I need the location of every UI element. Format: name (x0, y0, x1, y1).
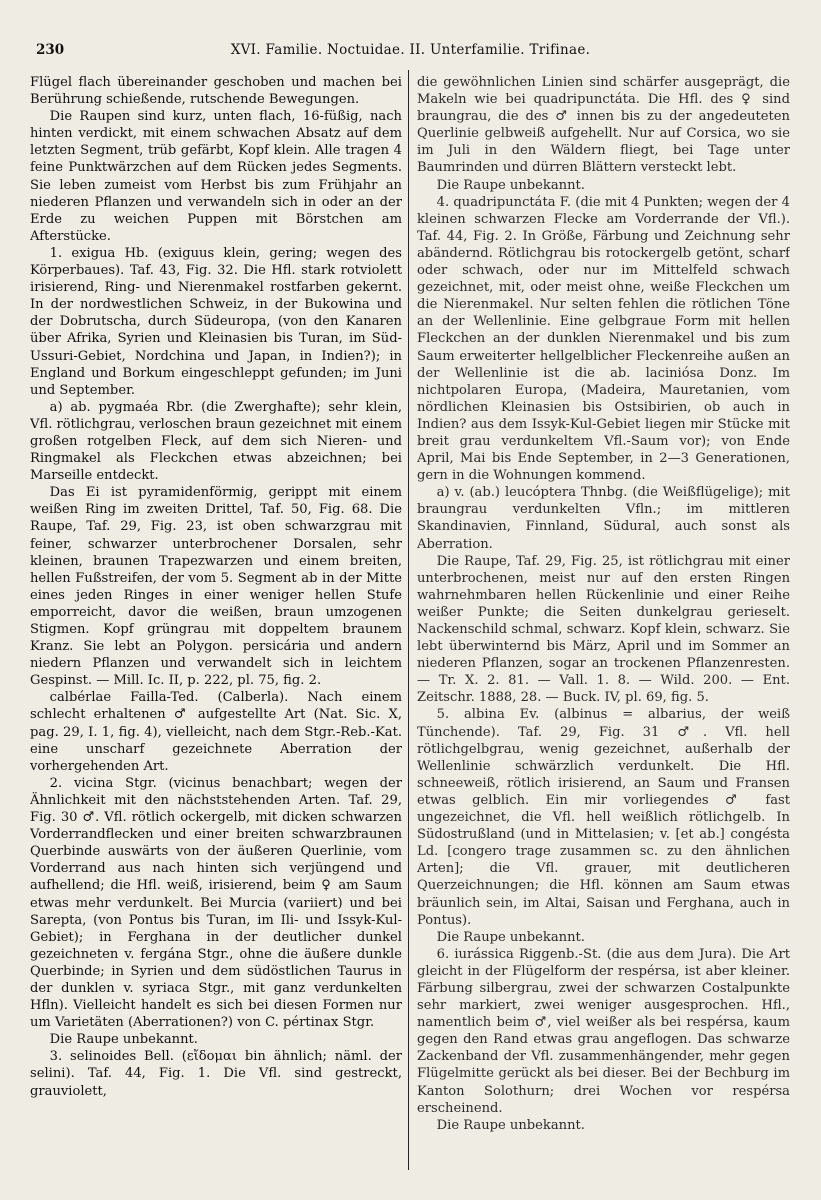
species-entry-vicina: 2. vicina Stgr. (vicinus benachbart; wegen der Ähnlichkeit mit den nächststehenden Arten. Taf. 29, Fig. 30 ♂. Vfl. rötlich ockergelb, mit dicken schwarzen Vorderrandflecken und einer breiten schwarzbraunen Querbinde auswärts von der äußeren Querlinie, vom Vorderrand aus nach hinten sich verjüngend und aufhellend; die Hfl. weiß, irisierend, beim ♀ am Saum etwas mehr verdunkelt. Bei Murcia (variiert) und bei Sarepta, (von Pontus bis Turan, im Ili- und Issyk-Kul-Gebiet); in Ferghana in der deutlicher dunkel gezeichneten v. fergána Stgr., ohne die äußere dunkle Querbinde; in Syrien und dem südöstlichen Taurus in der dunklen v. syriaca Stgr., mit ganz verdunkelten Hfln). Vielleicht handelt es sich bei diesen Formen nur um Varietäten (Aberrationen?) von C. pértinax Stgr. (30, 775, 402, 1031)
column-divider (408, 70, 409, 1170)
paragraph: Flügel flach übereinander geschoben und machen bei Berührung schießende, rutschende Bewegungen. (30, 75, 402, 108)
species-entry-selinoides: 3. selinoides Bell. (εἴδομαι bin ähnlich; näml. der selini). Taf. 44, Fig. 1. Die Vfl. sind gestreckt, grauviolett, (30, 1049, 402, 1099)
species-entry-exigua: 1. exigua Hb. (exiguus klein, gering; wegen des Körperbaues). Taf. 43, Fig. 32. Die Hfl. stark rotviolett irisierend, Ring- und Nierenmakel rostfarben gekernt. In der nordwestlichen Schweiz, in der Bukowina und der Dobrutscha, durch Südeuropa, (von den Kanaren über Afrika, Syrien und Kleinasien bis Turan, im Süd-Ussuri-Gebiet, Nordchina und Japan, in Indien?); in England und Borkum eingeschleppt gefunden; im Juni und September. (30, 245, 402, 398)
species-entry-albina: 5. albina Ev. (albinus = albarius, der weiß Tünchende). Taf. 29, Fig. 31 ♂. Vfl. hell rötlichgelbgrau, wenig gezeichnet, außerhalb der Wellenlinie schwärzlich verdunkelt. Die Hfl. schneeweiß, rötlich irisierend, an Saum und Fransen etwas gelblich. Ein mir vorliegendes ♂ fast ungezeichnet, die Vfl. hell weißlich rötlichgelb. In Südostrußland (und in Mittelasien; v. [et ab.] congésta Ld. [congero trage zusammen sc. zu den ähnlichen Arten]; die Vfl. grauer, mit deutlicheren Querzeichnungen; die Hfl. können am Saum etwas bräunlich sein, im Altai, Saisan und Ferghana, auch in Pontus). (417, 707, 790, 928)
paragraph: Die Raupe, Taf. 29, Fig. 25, ist rötlichgrau mit einer unterbrochenen, meist nur auf den ersten Ringen wahrnehmbaren hellen Rückenlinie und einer Reihe weißer Punkte; die Seiten dunkelgrau gerieselt. Nackenschild schmal, schwarz. Kopf klein, schwarz. Sie lebt überwinternd bis März, April und im Sommer an niederen Pflanzen, sogar an trockenen Pflanzenresten. — Tr. X. 2. 81. — Vall. 1. 8. — Wild. 200. — Ent. Zeitschr. 1888, 28. — Buck. IV, pl. 69, fig. 5. (417, 553, 790, 706)
species-entry-quadripunctata: 4. quadripunctáta F. (die mit 4 Punkten; wegen der 4 kleinen schwarzen Flecke am Vorderrande der Vfl.). Taf. 44, Fig. 2. In Größe, Färbung und Zeichnung sehr abändernd. Rötlichgrau bis rotockergelb getönt, scharf oder schwach, oder nur im Mittelfeld schwach gezeichnet, mit, oder meist ohne, weiße Fleckchen um die Nierenmakel. Nur selten fehlen die rötlichen Töne an der Wellenlinie. Eine gelbgraue Form mit hellen Fleckchen an der dunklen Nierenmakel und bis zum Saum erweiterter hellgelblicher Fleckenreihe außen an der Wellenlinie ist die ab. laciniósa Donz. Im nichtpolaren Europa, (Madeira, Mauretanien, vom nördlichen Kleinasien bis Ostsibirien, ob auch in Indien? aus dem Issyk-Kul-Gebiet liegen mir Stücke mit breit grau verdunkeltem Vfl.-Saum vor); von Ende April, Mai bis Ende September, in 2—3 Generationen, gern in die Wohnungen kommend. (417, 194, 790, 484)
species-entry-calberlae: calbérlae Failla-Ted. (Calberla). Nach einem schlecht erhaltenen ♂ aufgestellte Art (Nat. Sic. X, pag. 29, I. 1, fig. 4), vielleicht, nach dem Stgr.-Reb.-Kat. eine unscharf gezeichnete Aberration der vorhergehenden Art. (30, 690, 402, 774)
page-number: 230 (36, 42, 65, 58)
paragraph: Die Raupen sind kurz, unten flach, 16-füßig, nach hinten verdickt, mit einem schwachen Absatz auf dem letzten Segment, trüb gefärbt, Kopf klein. Alle tragen 4 feine Punktwärzchen auf dem Rücken jedes Segments. Sie leben zumeist vom Herbst bis zum Frühjahr an niederen Pflanzen und verwandeln sich in oder an der Erde zu weichen Puppen mit Börstchen am Afterstücke. (30, 109, 402, 244)
paragraph: Das Ei ist pyramidenförmig, gerippt mit einem weißen Ring im zweiten Drittel, Taf. 50, Fig. 68. Die Raupe, Taf. 29, Fig. 23, ist oben schwarzgrau mit feiner, schwarzer unterbrochener Dorsalen, sehr kleinen, braunen Trapezwarzen und einem breiten, hellen Fußstreifen, der vom 5. Segment ab in der Mitte eines jeden Ringes in einer weniger hellen Stufe emporreicht, davor die weißen, braun umzogenen Stigmen. Kopf grüngrau mit doppeltem braunem Kranz. Sie lebt an Polygon. persicária und andern niedern Pflanzen und verwandelt sich in leichtem Gespinst. — Mill. Ic. II, p. 222, pl. 75, fig. 2. (30, 485, 402, 689)
page-header (36, 42, 785, 64)
species-entry-iurassica: 6. iurássica Riggenb.-St. (die aus dem Jura). Die Art gleicht in der Flügelform der respérsa, ist aber kleiner. Färbung silbergrau, zwei der schwarzen Costalpunkte sehr markiert, zwei weniger ausgesprochen. Hfl., namentlich beim ♂, viel weißer als bei respérsa, kaum gegen den Rand etwas grau angeflogen. Das schwarze Zackenband der Vfl. zusammenhängender, mehr gegen Flügelmitte gerückt als bei dieser. Bei der Bechburg im Kanton Solothurn; drei Wochen vor respérsa erscheinend. (417, 946, 790, 1116)
paragraph: Die Raupe unbekannt. (436, 1117, 585, 1133)
aberration-entry: a) ab. pygmaéa Rbr. (die Zwerghafte); sehr klein, Vfl. rötlichgrau, verloschen braun gezeichnet mit einem großen rotgelben Fleck, auf dem sich Nieren- und Ringmakel als Fleckchen etwas abzeichnen; bei Marseille entdeckt. (30, 399, 402, 484)
right-column (417, 74, 790, 1182)
left-column (30, 74, 402, 1182)
variety-entry: a) v. (ab.) leucóptera Thnbg. (die Weißflügelige); mit braungrau verdunkelten Vfln.; im mittleren Skandinavien, Finnland, Südural, auch sonst als Aberration. (417, 485, 790, 552)
paragraph: Die Raupe unbekannt. (436, 929, 585, 945)
running-title: XVI. Familie. Noctuidae. II. Unterfamilie. Trifinae. (230, 42, 591, 58)
paragraph: Die Raupe unbekannt. (436, 177, 585, 193)
paragraph: die gewöhnlichen Linien sind schärfer ausgeprägt, die Makeln wie bei quadripunctáta. Die Hfl. des ♀ sind braungrau, die des ♂ innen bis zu der angedeuteten Querlinie gelbweiß aufgehellt. Nur auf Corsica, wo sie im Juli in den Wäldern fliegt, bei Tage unter Baumrinden und dürren Blättern versteckt lebt. (417, 75, 790, 176)
paragraph: Die Raupe unbekannt. (49, 1032, 198, 1048)
